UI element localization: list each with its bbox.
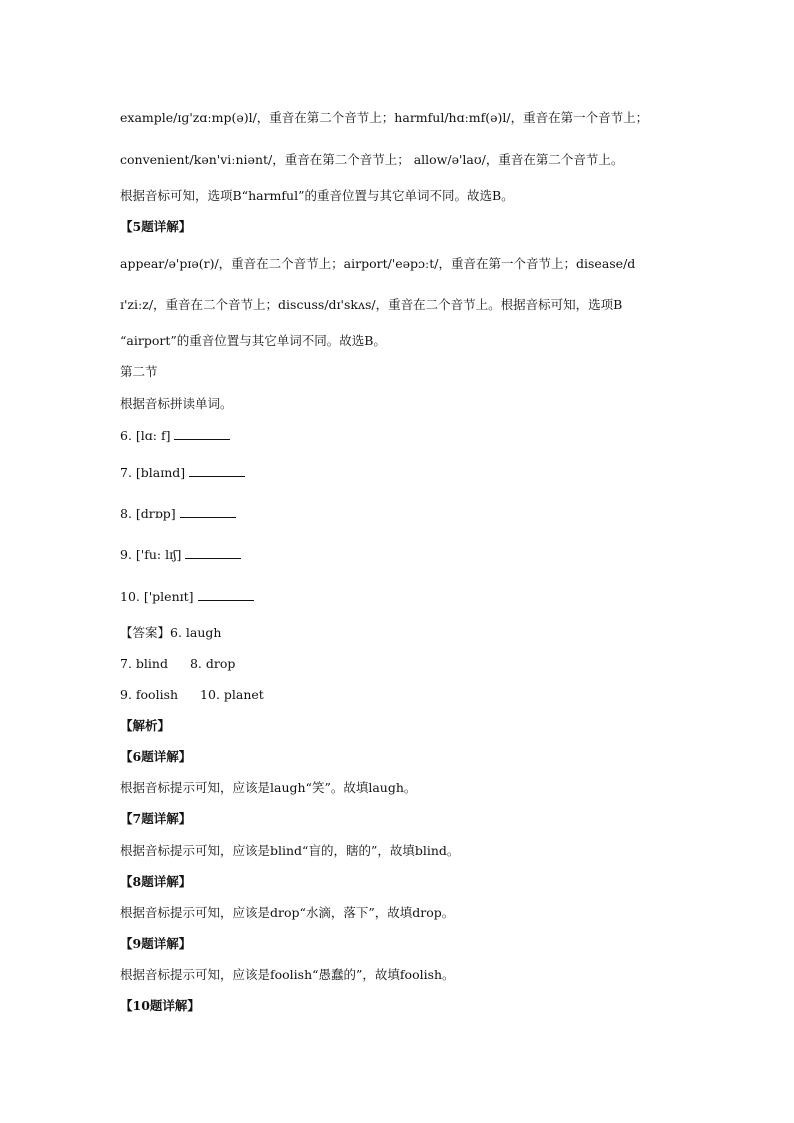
answer-blank-6[interactable] xyxy=(174,427,230,440)
question-10 xyxy=(120,588,254,605)
answer-blank-9[interactable] xyxy=(185,546,241,559)
answer-9: 9. foolish xyxy=(120,687,179,702)
answer-blank-7[interactable] xyxy=(189,464,245,477)
question-8 xyxy=(120,505,236,522)
answer-row-3 xyxy=(120,687,264,703)
question-8-text: 8. [drɒp] xyxy=(120,506,176,521)
question-9 xyxy=(120,546,241,563)
q10-heading: 【10题详解】 xyxy=(120,998,200,1013)
answer-heading: 【答案】6. laugh xyxy=(120,625,222,640)
q8-explanation: 根据音标提示可知，应该是drop“水滴，落下”，故填drop。 xyxy=(120,905,455,920)
q6-explanation: 根据音标提示可知，应该是laugh“笑”。故填laugh。 xyxy=(120,780,417,795)
analysis-heading: 【解析】 xyxy=(120,718,171,733)
q8-heading: 【8题详解】 xyxy=(120,874,192,889)
q6-heading: 【6题详解】 xyxy=(120,749,192,764)
question-6-text: 6. [lɑ: f] xyxy=(120,428,171,443)
q9-explanation: 根据音标提示可知，应该是foolish“愚蠢的”，故填foolish。 xyxy=(120,967,455,982)
q5-heading: 【5题详解】 xyxy=(120,219,192,234)
question-9-text: 9. ['fu: lɪʃ] xyxy=(120,547,182,562)
q5-text-line-3: “airport”的重音位置与其它单词不同。故选B。 xyxy=(120,333,386,348)
question-7 xyxy=(120,464,245,481)
explanation-line-3: 根据音标可知，选项B“harmful”的重音位置与其它单词不同。故选B。 xyxy=(120,188,514,203)
q9-heading: 【9题详解】 xyxy=(120,936,192,951)
question-7-text: 7. [blaɪnd] xyxy=(120,465,186,480)
q7-heading: 【7题详解】 xyxy=(120,811,192,826)
question-6 xyxy=(120,427,230,444)
answer-blank-8[interactable] xyxy=(180,505,236,518)
section-title: 第二节 xyxy=(120,364,158,379)
answer-blank-10[interactable] xyxy=(198,588,254,601)
answer-7: 7. blind xyxy=(120,656,168,671)
explanation-line-1: example/ɪɡ'zɑːmp(ə)l/，重音在第二个音节上；harmful/hɑːmf(ə)l/，重音在第一个音节上； xyxy=(120,110,649,125)
section-instruction: 根据音标拼读单词。 xyxy=(120,396,233,411)
explanation-line-2: convenient/kən'viːniənt/，重音在第二个音节上； allow/ə'laʊ/，重音在第二个音节上。 xyxy=(120,152,624,167)
q5-text-line-1: appear/ə'pɪə(r)/，重音在二个音节上；airport/'eəpɔːt/，重音在第一个音节上；disease/d xyxy=(120,256,636,271)
answer-8: 8. drop xyxy=(189,656,236,671)
question-10-text: 10. ['plenɪt] xyxy=(120,589,194,604)
answer-10: 10. planet xyxy=(200,687,264,702)
q7-explanation: 根据音标提示可知，应该是blind“盲的，瞎的”，故填blind。 xyxy=(120,843,460,858)
answer-row-2 xyxy=(120,656,235,672)
q5-text-line-2: ɪ'ziːz/，重音在二个音节上；discuss/dɪ'skʌs/，重音在二个音节上。根据音标可知，选项B xyxy=(120,297,623,312)
